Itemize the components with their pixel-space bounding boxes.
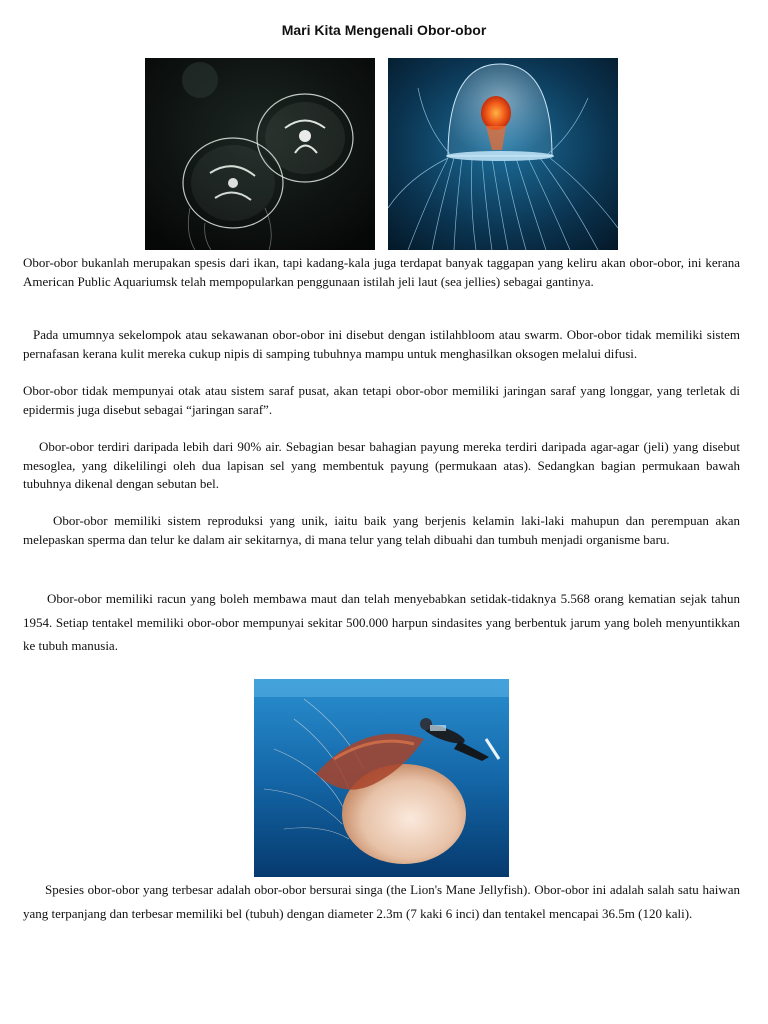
lions-mane-jellyfish-photo (254, 679, 509, 877)
paragraph-reproduction: Obor-obor memiliki sistem reproduksi yang unik, iaitu baik yang berjenis kelamin laki-laki mahupun dan perempuan akan melepaskan sperma dan telur ke dalam air sekitarnya, di mana telur yang telah dibuahi dan tumbuh menjadi organisme baru. (23, 513, 740, 547)
immortal-jellyfish-photo (388, 58, 618, 250)
paragraph-respiration: Pada umumnya sekelompok atau sekawanan obor-obor ini disebut dengan istilahbloom atau swarm. Obor-obor tidak memiliki sistem pernafasan kerana kulit mereka cukup nipis di samping tubuhnya mampu untuk menghasilkan oksogen melalui difusi. (23, 327, 740, 361)
paragraph-lions-mane: Spesies obor-obor yang terbesar adalah obor-obor bersurai singa (the Lion's Mane Jellyfish). Obor-obor ini adalah salah satu haiwan yang terpanjang dan terbesar memiliki bel (tubuh) dengan diameter 2.3m (7 kaki 6 inci) dan tentakel mencapai 36.5m (120 kali). (23, 882, 740, 921)
paragraph-nervous-system: Obor-obor tidak mempunyai otak atau sistem saraf pusat, akan tetapi obor-obor memiliki jaringan saraf yang longgar, yang terletak di epidermis juga disebut sebagai “jaringan saraf”. (23, 383, 740, 417)
paragraph-venom: Obor-obor memiliki racun yang boleh membawa maut dan telah menyebabkan setidak-tidaknya 5.568 orang kematian sejak tahun 1954. Setiap tentakel memiliki obor-obor mempunyai sekitar 500.000 harpun sindasites yang berbentuk jarum yang boleh menyuntikkan ke tubuh manusia. (23, 591, 740, 653)
paragraph-intro: Obor-obor bukanlah merupakan spesis dari ikan, tapi kadang-kala juga terdapat banyak taggapan yang keliru akan obor-obor, ini kerana American Public Aquariumsk telah mempopularkan penggunaan istilah jeli laut (sea jellies) sebagai gantinya. (23, 255, 740, 289)
paragraph-composition: Obor-obor terdiri daripada lebih dari 90% air. Sebagian besar bahagian payung mereka terdiri daripada agar-agar (jeli) yang disebut mesoglea, yang dikelilingi oleh dua lapisan sel yang membentuk payung (permukaan atas). Sedangkan bagian permukaan bawah tubuhnya dikenal dengan sebutan bel. (23, 439, 740, 491)
jellyfish-pair-photo (145, 58, 375, 250)
page-title: Mari Kita Mengenali Obor-obor (281, 22, 487, 38)
